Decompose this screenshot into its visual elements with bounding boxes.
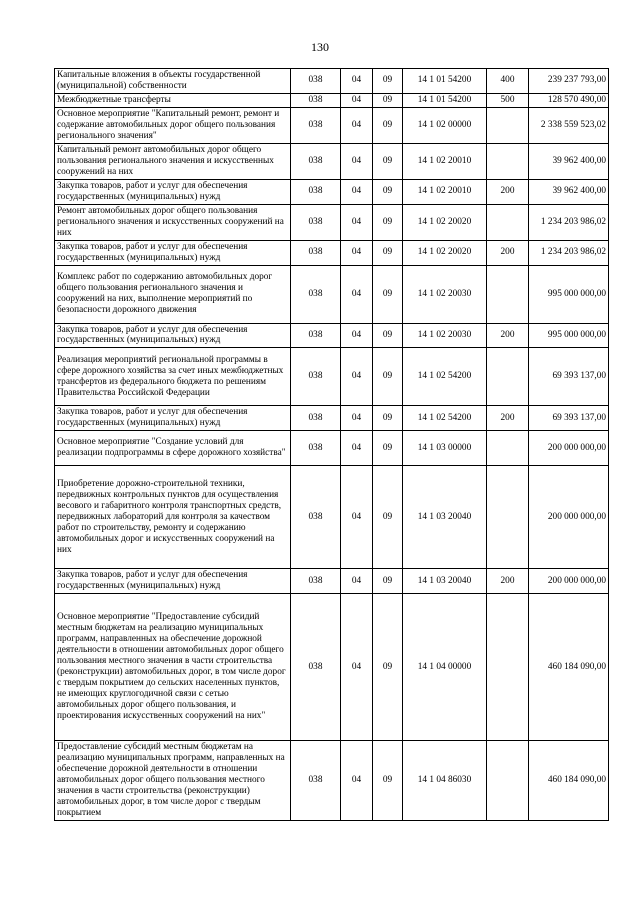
amount-cell: 460 184 090,00 [529, 594, 609, 741]
target-article-cell: 14 1 02 20030 [403, 323, 487, 348]
page-number: 130 [311, 40, 329, 54]
subsection-code-cell: 09 [373, 741, 403, 821]
ministry-code-cell: 038 [291, 240, 341, 265]
subsection-code-cell: 09 [373, 569, 403, 594]
section-code-cell: 04 [341, 323, 373, 348]
subsection-code-cell: 09 [373, 466, 403, 569]
expense-type-cell [487, 348, 529, 406]
amount-cell: 200 000 000,00 [529, 466, 609, 569]
ministry-code-cell: 038 [291, 348, 341, 406]
amount-cell: 1 234 203 986,02 [529, 240, 609, 265]
ministry-code-cell: 038 [291, 569, 341, 594]
table-row [55, 107, 609, 143]
row-name-cell: Капитальный ремонт автомобильных дорог общего пользования регионального значения и искусственных сооружений на них [55, 143, 291, 179]
table-row [55, 204, 609, 240]
row-name-cell: Комплекс работ по содержанию автомобильных дорог общего пользования регионального значения и сооружений на них, выполнение мероприятий по безопасности дорожного движения [55, 265, 291, 323]
amount-cell: 128 570 490,00 [529, 93, 609, 107]
target-article-cell: 14 1 02 20030 [403, 265, 487, 323]
table-row [55, 240, 609, 265]
section-code-cell: 04 [341, 406, 373, 431]
ministry-code-cell: 038 [291, 265, 341, 323]
expense-type-cell: 400 [487, 69, 529, 94]
table-row [55, 93, 609, 107]
amount-cell: 69 393 137,00 [529, 348, 609, 406]
row-name-cell: Приобретение дорожно-строительной техники, передвижных контрольных пунктов для осуществления весового и габаритного контроля транспортных средств, передвижных лабораторий для контроля за качеством работ по строительству, ремонту и содержанию автомобильных дорог и искусственных сооружений на них [55, 466, 291, 569]
table-row [55, 179, 609, 204]
table-row [55, 466, 609, 569]
target-article-cell: 14 1 02 20020 [403, 240, 487, 265]
section-code-cell: 04 [341, 265, 373, 323]
subsection-code-cell: 09 [373, 93, 403, 107]
expense-type-cell [487, 107, 529, 143]
amount-cell: 239 237 793,00 [529, 69, 609, 94]
subsection-code-cell: 09 [373, 204, 403, 240]
target-article-cell: 14 1 02 20020 [403, 204, 487, 240]
expense-type-cell [487, 466, 529, 569]
section-code-cell: 04 [341, 107, 373, 143]
subsection-code-cell: 09 [373, 179, 403, 204]
row-name-cell: Закупка товаров, работ и услуг для обеспечения государственных (муниципальных) нужд [55, 179, 291, 204]
row-name-cell: Закупка товаров, работ и услуг для обеспечения государственных (муниципальных) нужд [55, 569, 291, 594]
expense-type-cell: 200 [487, 406, 529, 431]
expense-type-cell: 500 [487, 93, 529, 107]
row-name-cell: Реализация мероприятий региональной программы в сфере дорожного хозяйства за счет иных межбюджетных трансфертов из федерального бюджета по решениям Правительства Российской Федерации [55, 348, 291, 406]
target-article-cell: 14 1 02 54200 [403, 348, 487, 406]
row-name-cell: Закупка товаров, работ и услуг для обеспечения государственных (муниципальных) нужд [55, 406, 291, 431]
table-row [55, 323, 609, 348]
amount-cell: 200 000 000,00 [529, 569, 609, 594]
section-code-cell: 04 [341, 93, 373, 107]
section-code-cell: 04 [341, 741, 373, 821]
target-article-cell: 14 1 03 20040 [403, 569, 487, 594]
target-article-cell: 14 1 01 54200 [403, 69, 487, 94]
subsection-code-cell: 09 [373, 143, 403, 179]
table-row [55, 741, 609, 821]
table-row [55, 69, 609, 94]
ministry-code-cell: 038 [291, 143, 341, 179]
amount-cell: 200 000 000,00 [529, 431, 609, 466]
table-row [55, 569, 609, 594]
section-code-cell: 04 [341, 143, 373, 179]
row-name-cell: Ремонт автомобильных дорог общего пользования регионального значения и искусственных сооружений на них [55, 204, 291, 240]
amount-cell: 39 962 400,00 [529, 179, 609, 204]
expense-type-cell [487, 143, 529, 179]
expense-type-cell: 200 [487, 179, 529, 204]
target-article-cell: 14 1 04 00000 [403, 594, 487, 741]
table-row [55, 348, 609, 406]
target-article-cell: 14 1 01 54200 [403, 93, 487, 107]
target-article-cell: 14 1 02 20010 [403, 143, 487, 179]
amount-cell: 2 338 559 523,02 [529, 107, 609, 143]
expense-type-cell [487, 741, 529, 821]
row-name-cell: Капитальные вложения в объекты государственной (муниципальной) собственности [55, 69, 291, 94]
target-article-cell: 14 1 02 00000 [403, 107, 487, 143]
row-name-cell: Предоставление субсидий местным бюджетам на реализацию муниципальных программ, направленных на обеспечение дорожной деятельности в отношении автомобильных дорог общего пользования местного значения в части строительства (реконструкции) автомобильных дорог, в том числе дорог с твердым покрытием [55, 741, 291, 821]
target-article-cell: 14 1 02 54200 [403, 406, 487, 431]
target-article-cell: 14 1 02 20010 [403, 179, 487, 204]
expense-type-cell: 200 [487, 240, 529, 265]
expense-type-cell: 200 [487, 569, 529, 594]
table-row [55, 594, 609, 741]
target-article-cell: 14 1 04 86030 [403, 741, 487, 821]
amount-cell: 460 184 090,00 [529, 741, 609, 821]
subsection-code-cell: 09 [373, 265, 403, 323]
section-code-cell: 04 [341, 204, 373, 240]
ministry-code-cell: 038 [291, 204, 341, 240]
subsection-code-cell: 09 [373, 323, 403, 348]
amount-cell: 1 234 203 986,02 [529, 204, 609, 240]
budget-table [54, 68, 609, 821]
row-name-cell: Межбюджетные трансферты [55, 93, 291, 107]
row-name-cell: Основное мероприятие "Предоставление субсидий местным бюджетам на реализацию муниципальных программ, направленных на обеспечение дорожной деятельности в отношении автомобильных дорог общего пользования местного значения в части строительства (реконструкции) автомобильных дорог, в том числе дорог с твердым покрытием до сельских населенных пунктов, не имеющих круглогодичной связи с сетью автомобильных дорог общего пользования, и проектирования искусственных сооружений на них" [55, 594, 291, 741]
table-body [55, 69, 609, 821]
subsection-code-cell: 09 [373, 348, 403, 406]
expense-type-cell [487, 265, 529, 323]
expense-type-cell: 200 [487, 323, 529, 348]
expense-type-cell [487, 204, 529, 240]
expense-type-cell [487, 431, 529, 466]
ministry-code-cell: 038 [291, 741, 341, 821]
table-row [55, 406, 609, 431]
section-code-cell: 04 [341, 179, 373, 204]
subsection-code-cell: 09 [373, 69, 403, 94]
row-name-cell: Закупка товаров, работ и услуг для обеспечения государственных (муниципальных) нужд [55, 240, 291, 265]
section-code-cell: 04 [341, 594, 373, 741]
table-row [55, 265, 609, 323]
expense-type-cell [487, 594, 529, 741]
row-name-cell: Основное мероприятие "Создание условий для реализации подпрограммы в сфере дорожного хозяйства" [55, 431, 291, 466]
row-name-cell: Закупка товаров, работ и услуг для обеспечения государственных (муниципальных) нужд [55, 323, 291, 348]
table-row [55, 431, 609, 466]
ministry-code-cell: 038 [291, 107, 341, 143]
section-code-cell: 04 [341, 569, 373, 594]
ministry-code-cell: 038 [291, 466, 341, 569]
subsection-code-cell: 09 [373, 406, 403, 431]
amount-cell: 39 962 400,00 [529, 143, 609, 179]
amount-cell: 995 000 000,00 [529, 323, 609, 348]
section-code-cell: 04 [341, 348, 373, 406]
ministry-code-cell: 038 [291, 431, 341, 466]
target-article-cell: 14 1 03 20040 [403, 466, 487, 569]
ministry-code-cell: 038 [291, 323, 341, 348]
section-code-cell: 04 [341, 431, 373, 466]
row-name-cell: Основное мероприятие "Капитальный ремонт, ремонт и содержание автомобильных дорог общего пользования регионального значения" [55, 107, 291, 143]
ministry-code-cell: 038 [291, 69, 341, 94]
amount-cell: 69 393 137,00 [529, 406, 609, 431]
ministry-code-cell: 038 [291, 406, 341, 431]
section-code-cell: 04 [341, 69, 373, 94]
table-row [55, 143, 609, 179]
ministry-code-cell: 038 [291, 179, 341, 204]
subsection-code-cell: 09 [373, 431, 403, 466]
section-code-cell: 04 [341, 240, 373, 265]
subsection-code-cell: 09 [373, 240, 403, 265]
target-article-cell: 14 1 03 00000 [403, 431, 487, 466]
amount-cell: 995 000 000,00 [529, 265, 609, 323]
subsection-code-cell: 09 [373, 594, 403, 741]
ministry-code-cell: 038 [291, 93, 341, 107]
subsection-code-cell: 09 [373, 107, 403, 143]
ministry-code-cell: 038 [291, 594, 341, 741]
section-code-cell: 04 [341, 466, 373, 569]
